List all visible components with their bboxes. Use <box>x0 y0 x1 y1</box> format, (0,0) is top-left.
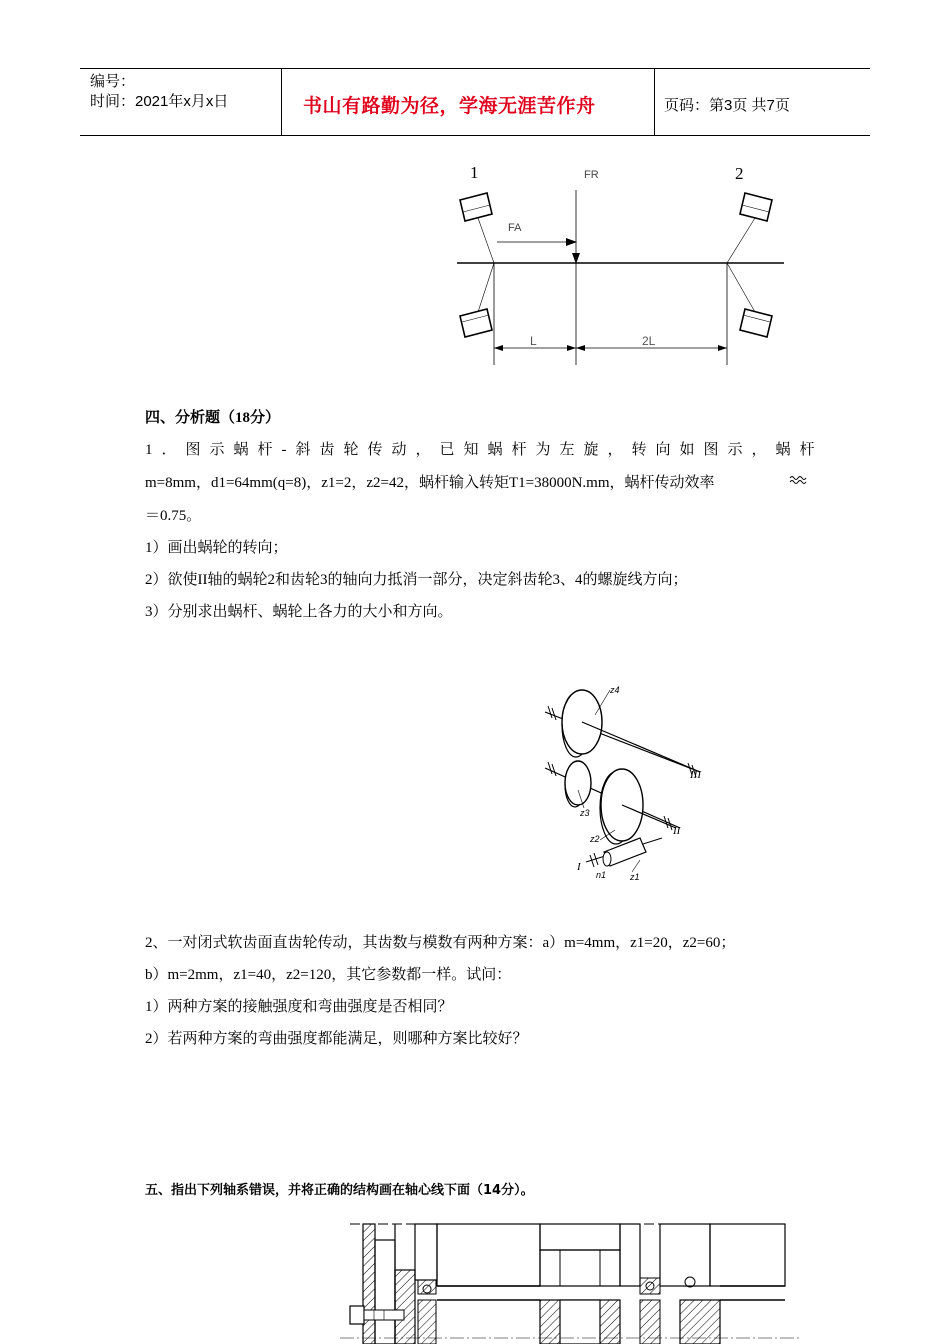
header-motto: 书山有路勤为径，学海无涯苦作舟 <box>303 95 596 117</box>
shaft-I-label: I <box>577 861 581 873</box>
section5-heading: 五、指出下列轴系错误，并将正确的结构画在轴心线下面（14分）。 <box>145 1183 534 1198</box>
shaft-II-label: II <box>673 825 681 837</box>
wheel-z2-label: z2 <box>590 834 600 844</box>
section4-heading: 四、分析题（18分） <box>145 410 281 426</box>
page-info: 页码：第3页 共7页 <box>664 97 790 114</box>
shaft-III-label: III <box>690 769 701 781</box>
q1-item3: 3）分别求出蜗杆、蜗轮上各力的大小和方向。 <box>145 604 453 620</box>
time-label: 时间：2021年x月x日 <box>90 93 229 110</box>
gear-z4-label: z4 <box>610 685 620 695</box>
q2-item1: 1）两种方案的接触强度和弯曲强度是否相同？ <box>145 999 453 1015</box>
dim-L-label: L <box>530 334 537 348</box>
q1-line3: ＝0.75。 <box>145 508 202 524</box>
q2-item2: 2）若两种方案的弯曲强度都能满足，则哪种方案比较好？ <box>145 1031 528 1047</box>
worm-z1-label: z1 <box>630 872 640 882</box>
bearing-1-label: 1 <box>470 163 479 182</box>
q1-line2: m=8mm，d1=64mm(q=8)，z1=2，z2=42，蜗杆输入转矩T1=38000N.mm，蜗杆传动效率 <box>145 475 715 491</box>
radial-force-label: FR <box>584 169 599 181</box>
q2-line2: b）m=2mm，z1=40，z2=120，其它参数都一样。试问： <box>145 967 512 983</box>
dim-2L-label: 2L <box>642 334 656 348</box>
serial-label: 编号： <box>90 73 136 90</box>
gear-z3-label: z3 <box>580 808 590 818</box>
q1-line1: 1．图示蜗杆-斜齿轮传动，已知蜗杆为左旋，转向如图示，蜗杆 <box>145 442 824 458</box>
q2-line1: 2、一对闭式软齿面直齿轮传动，其齿数与模数有两种方案：a）m=4mm，z1=20，z2=60； <box>145 935 736 951</box>
q1-item2: 2）欲使II轴的蜗轮2和齿轮3的轴向力抵消一部分，决定斜齿轮3、4的螺旋线方向； <box>145 572 688 588</box>
worm-speed-n1-label: n1 <box>596 870 607 880</box>
bearing-2-label: 2 <box>735 164 744 183</box>
q1-item1: 1）画出蜗轮的转向； <box>145 540 288 556</box>
axial-force-label: FA <box>508 222 522 234</box>
